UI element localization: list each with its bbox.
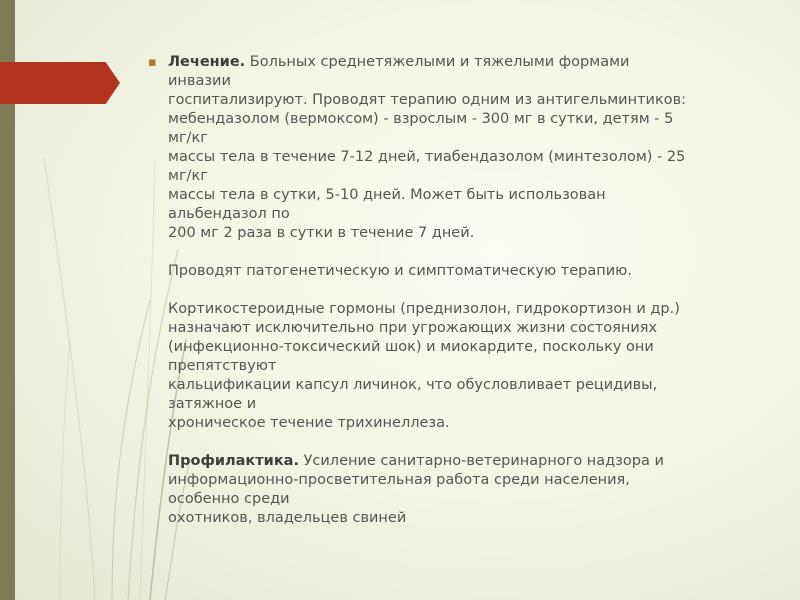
grass-blade — [60, 340, 70, 600]
blank-line — [168, 243, 748, 262]
text-line: информационно-просветительная работа среди населения, — [168, 472, 630, 488]
blank-line — [168, 433, 748, 452]
text-line: мг/кг — [168, 130, 208, 146]
text-line: препятствуют — [168, 358, 277, 374]
text-line: особенно среди — [168, 491, 290, 507]
grass-blade — [44, 158, 95, 600]
text-line: мебендазолом (вермоксом) - взрослым - 300 мг в сутки, детям - 5 — [168, 111, 674, 127]
text-line: мг/кг — [168, 168, 208, 184]
text-line: Кортикостероидные гормоны (преднизолон, гидрокортизон и др.) — [168, 301, 680, 317]
text-line: массы тела в течение 7-12 дней, тиабендазолом (минтезолом) - 25 — [168, 149, 686, 165]
prophylaxis-intro: Усиление санитарно-ветеринарного надзора и — [303, 453, 664, 469]
treatment-intro: Больных среднетяжелыми и тяжелыми формами — [249, 54, 630, 70]
text-line: затяжное и — [168, 396, 257, 412]
prophylaxis-heading: Профилактика. — [168, 453, 299, 469]
treatment-paragraph — [148, 53, 748, 528]
text-line: хроническое течение трихинеллеза. — [168, 415, 450, 431]
slide-body — [148, 53, 748, 528]
text-line: альбендазол по — [168, 206, 290, 222]
blank-line — [168, 281, 748, 300]
text-line: назначают исключительно при угрожающих жизни состояниях — [168, 320, 658, 336]
bullet-icon: ▪ — [148, 55, 157, 70]
treatment-heading: Лечение. — [168, 54, 246, 70]
treatment-first-line — [168, 53, 748, 72]
text-line: 200 мг 2 раза в сутки в течение 7 дней. — [168, 225, 475, 241]
text-line: (инфекционно-токсический шок) и миокардите, поскольку они — [168, 339, 654, 355]
text-line: кальцификации капсул личинок, что обусловливает рецидивы, — [168, 377, 658, 393]
text-line: массы тела в сутки, 5-10 дней. Может быть использован — [168, 187, 606, 203]
text-line: госпитализируют. Проводят терапию одним из антигельминтиков: — [168, 92, 687, 108]
text-line: инвазии — [168, 73, 231, 89]
prophylaxis-first-line — [168, 452, 748, 471]
therapy-line: Проводят патогенетическую и симптоматическую терапию. — [168, 263, 632, 279]
text-line: охотников, владельцев свиней — [168, 510, 407, 526]
